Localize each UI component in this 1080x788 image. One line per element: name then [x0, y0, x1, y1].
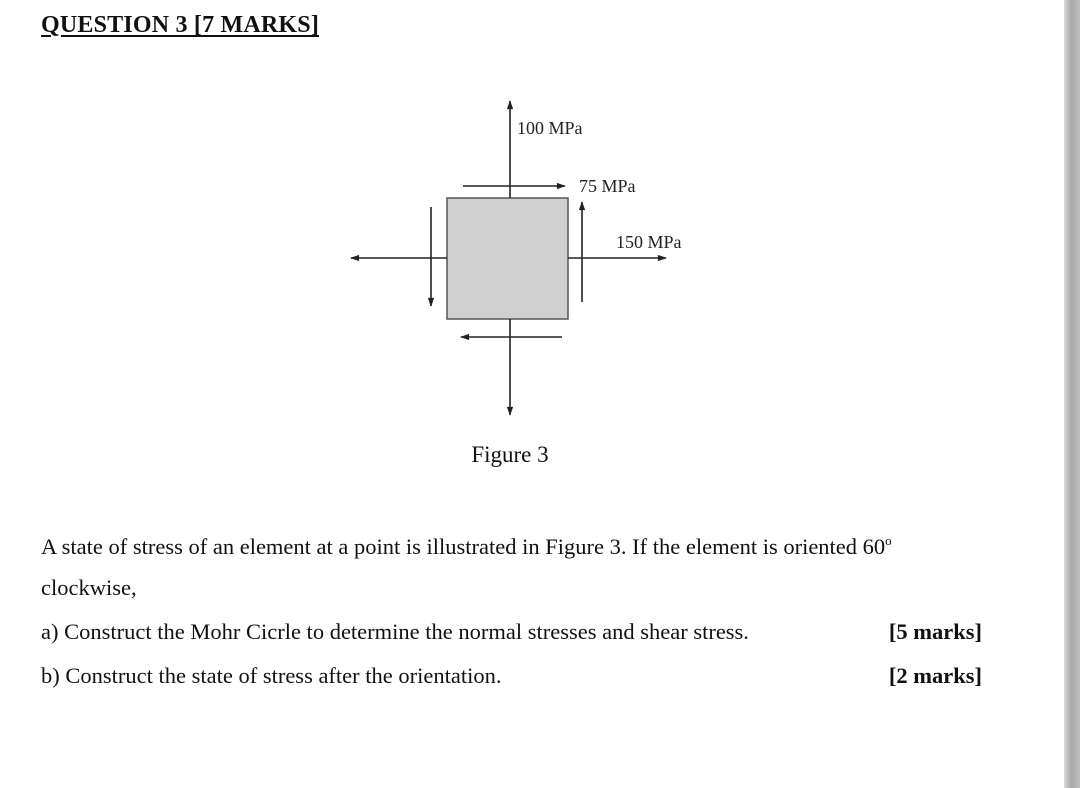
part-a-marks: [5 marks]: [888, 619, 982, 644]
part-b-text: b) Construct the state of stress after the orientation.: [41, 663, 502, 688]
question-statement-text: A state of stress of an element at a point is illustrated in Figure 3. If the element is oriented 60: [41, 534, 886, 559]
degree-symbol: o: [885, 533, 892, 548]
normal-stress-x-label: 150 MPa: [616, 232, 682, 252]
part-a-text: a) Construct the Mohr Cicrle to determine the normal stresses and shear stress.: [41, 619, 749, 644]
shear-stress-label: 75 MPa: [579, 176, 636, 196]
part-b-marks: [2 marks]: [888, 663, 982, 688]
question-statement-line1: [41, 533, 892, 560]
question-statement-line2: clockwise,: [41, 575, 137, 600]
normal-stress-y-label: 100 MPa: [517, 118, 583, 138]
question-heading: QUESTION 3 [7 MARKS]: [41, 12, 320, 38]
figure-caption: Figure 3: [471, 442, 549, 467]
stress-element-square: [447, 198, 568, 319]
page-edge-scrollbar: [1064, 0, 1080, 788]
